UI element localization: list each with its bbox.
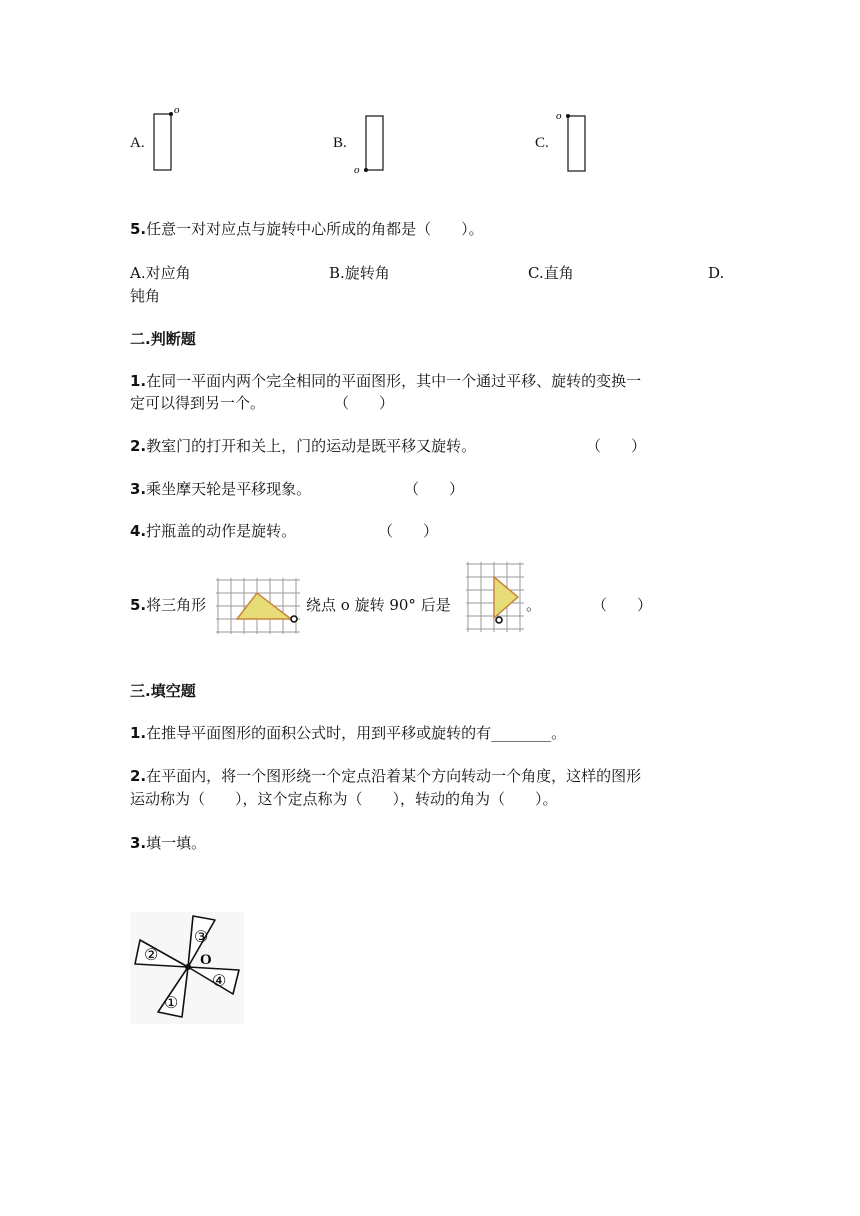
judge-item-5-part-a: 5.将三角形 (130, 596, 207, 614)
center-label: O (200, 952, 212, 968)
q5-option-a: A.对应角 (130, 264, 191, 282)
judge-item-1-blank[interactable]: （ ） (334, 394, 395, 412)
rotated-triangle-shape (494, 577, 518, 618)
question-stem: 任意一对对应点与旋转中心所成的角都是（ ）。 (146, 220, 484, 238)
option-b-label: B. (333, 135, 347, 151)
option-a-point-label: o (174, 104, 180, 116)
fill-item-2-line2: 运动称为（ ），这个定点称为（ ），转动的角为（ ）。 (130, 790, 558, 808)
fill-item-2-line1: 2.在平面内，将一个图形绕一个定点沿着某个方向转动一个角度，这样的图形 (130, 767, 642, 785)
judge-item-1-line2: 定可以得到另一个。 (130, 394, 266, 412)
blade-label-4: ④ (212, 973, 227, 990)
center-point (185, 964, 191, 970)
judge-item-2: 2.教室门的打开和关上，门的运动是既平移又旋转。 (130, 437, 477, 455)
judge-item-4: 4.拧瓶盖的动作是旋转。 (130, 522, 297, 540)
q5-option-d-text: 钝角 (130, 287, 161, 305)
judge-item-5-part-c: 。 (526, 596, 542, 614)
option-c-point-label: o (556, 110, 562, 122)
option-a-label: A. (130, 135, 145, 151)
blade-label-1: ① (164, 995, 179, 1012)
section-title-fill: 三.填空题 (130, 682, 196, 700)
q5-option-b: B.旋转角 (329, 264, 390, 282)
judge-item-4-blank[interactable]: （ ） (378, 522, 439, 540)
q5-option-d-label: D. (708, 264, 725, 282)
option-b-point-label: o (354, 164, 360, 176)
judge-item-3: 3.乘坐摩天轮是平移现象。 (130, 480, 312, 498)
option-c-label: C. (535, 135, 549, 151)
judge-item-5-blank[interactable]: （ ） (592, 596, 653, 614)
question-number: 5. (130, 220, 147, 238)
fill-item-1: 1.在推导平面图形的面积公式时，用到平移或旋转的有________。 (130, 724, 567, 742)
blade-label-2: ② (144, 947, 159, 964)
judge-item-1-line1: 1.在同一平面内两个完全相同的平面图形，其中一个通过平移、旋转的变换一 (130, 372, 642, 390)
blade-label-3: ③ (194, 929, 209, 946)
option-c-figure (554, 104, 594, 176)
triangle-grid-figure (216, 578, 306, 634)
judge-item-2-blank[interactable]: （ ） (586, 437, 647, 455)
q5-option-c: C.直角 (528, 264, 574, 282)
option-b-figure (352, 108, 392, 178)
judge-item-3-blank[interactable]: （ ） (404, 480, 465, 498)
section-title-judge: 二.判断题 (130, 330, 196, 348)
judge-item-5-part-b: 绕点 o 旋转 90° 后是 (306, 596, 451, 614)
pinwheel-figure (130, 912, 244, 1024)
fill-item-3: 3.填一填。 (130, 834, 207, 852)
question-5 (130, 218, 484, 240)
rotation-point (496, 617, 502, 623)
option-a-figure (148, 104, 188, 176)
rotated-triangle-grid-figure (464, 560, 526, 632)
rotation-point (291, 616, 297, 622)
